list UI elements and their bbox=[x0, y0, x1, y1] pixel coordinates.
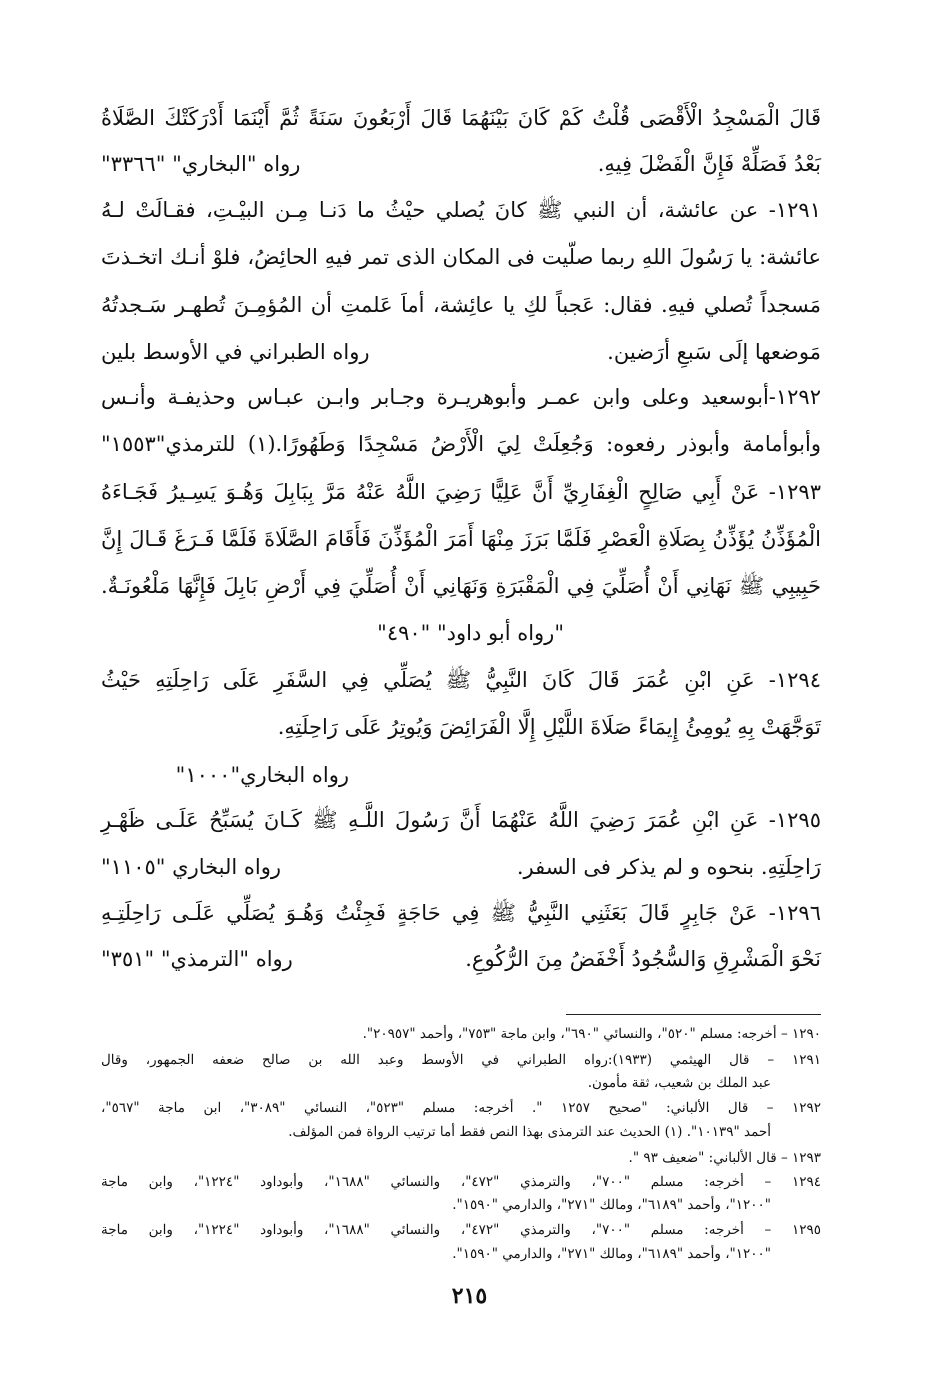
text-line: عائشة: يا رَسُولَ اللهِ ربما صلّيت فى المكان الذى تمر فيهِ الحائِضُ، فلوْ أنـك اتخـذتَ bbox=[101, 245, 821, 269]
text-line: حَبِيبِي ﷺ نَهَانِي أَنْ أُصَلِّيَ فِي الْمَقْبَرَةِ وَنَهَانِي أَنْ أُصَلِّيَ فِي أَرْضِ بَابِلَ فَإِنَّهَا مَلْعُونَـةٌ. bbox=[101, 574, 821, 598]
text-line: تَوَجَّهَتْ بِهِ يُومِئُ إِيمَاءً صَلَاةَ اللَّيْلِ إِلَّا الْفَرَائِضَ وَيُوتِرُ عَلَى رَاحِلَتِهِ. bbox=[277, 715, 821, 739]
citation: "رواه أبو داود" "٤٩٠" bbox=[377, 621, 564, 645]
footnote-1291: ١٢٩١ – قال الهيثمي (١٩٣٣):رواه الطبراني في الأوسط وعبد الله بن صالح ضعفه الجمهور، وقال bbox=[101, 1052, 822, 1068]
citation: رواه "البخاري" "٣٣٦٦" bbox=[101, 152, 301, 176]
hadith-1295-start: ١٢٩٥- عَنِ ابْنِ عُمَرَ رَضِيَ اللَّهُ عَنْهُمَا أَنَّ رَسُولَ اللَّـهِ ﷺ كَـانَ يُسَبِّحُ عَلَـى ظَهْـرِ bbox=[101, 808, 821, 832]
footnote-1293: ١٢٩٣ – قال الألباني: "ضعيف ٩٣ ". bbox=[628, 1150, 821, 1166]
citation: رواه البخاري"١٠٠٠" bbox=[175, 763, 349, 787]
footnote-1292: ١٢٩٢ – قال الألباني: "صحيح ١٢٥٧ ". أخرجه: مسلم "٥٢٣"، النسائي "٣٠٨٩"، ابن ماجة "٥٦٧"، bbox=[101, 1100, 821, 1116]
citation: رواه "الترمذي" "٣٥١" bbox=[101, 947, 293, 971]
text-line-with-citation bbox=[101, 855, 821, 885]
text-segment: بَعْدُ فَصَلِّهْ فَإِنَّ الْفَضْلَ فِيهِ. bbox=[597, 152, 821, 176]
footnote-1292-cont: أحمد "١٠١٣٩". (١) الحديث عند الترمذى بهذا النص فقط أما ترتيب الرواة فمن المؤلف. bbox=[288, 1124, 771, 1140]
page-number: ٢١٥ bbox=[451, 1283, 488, 1309]
text-line-with-citation bbox=[101, 340, 821, 370]
text-line-with-citation bbox=[101, 947, 821, 977]
hadith-1294-start: ١٢٩٤- عَنِ ابْنِ عُمَرَ قَالَ كَانَ النَّبِيُّ ﷺ يُصَلِّي فِي السَّفَرِ عَلَى رَاحِلَتِهِ حَيْثُ bbox=[101, 668, 821, 692]
footnote-1295-cont: "١٢٠٠"، وأحمد "٦١٨٩"، ومالك "٢٧١"، والدارمي "١٥٩٠". bbox=[452, 1246, 771, 1262]
text-line: الْمُؤَذِّنُ يُؤَذِّنُ بِصَلَاةِ الْعَصْرِ فَلَمَّا بَرَزَ مِنْهَا أَمَرَ الْمُؤَذِّنَ فَأَقَامَ الصَّلَاةَ فَلَمَّا فَـرَغَ قَـالَ إِنَّ bbox=[101, 527, 821, 551]
hadith-1292-start: ١٢٩٢-أبوسعيد وعلى وابن عمـر وأبوهريـرة وجـابر وابـن عبـاس وحذيفـة وأنـس bbox=[101, 385, 821, 409]
footnote-1290: ١٢٩٠ – أخرجه: مسلم "٥٢٠"، والنسائي "٦٩٠"، وابن ماجة "٧٥٣"، وأحمد "٢٠٩٥٧". bbox=[362, 1026, 821, 1042]
text-segment: رَاحِلَتِهِ. بنحوه و لم يذكر فى السفر. bbox=[516, 855, 821, 879]
footnote-1295: ١٢٩٥ – أخرجه: مسلم "٧٠٠"، والترمذي "٤٧٢"، والنسائي "١٦٨٨"، وأبوداود "١٢٢٤"، وابن ماجة bbox=[101, 1222, 821, 1238]
hadith-1296-start: ١٢٩٦- عَنْ جَابِرٍ قَالَ بَعَثَنِي النَّبِيُّ ﷺ فِي حَاجَةٍ فَجِئْتُ وَهُـوَ يُصَلِّي عَلَـى رَاحِلَتِـهِ bbox=[101, 901, 821, 925]
footnote-1294: ١٢٩٤ – أخرجه: مسلم "٧٠٠"، والترمذي "٤٧٢"، والنسائي "١٦٨٨"، وأبوداود "١٢٢٤"، وابن ماجة bbox=[101, 1174, 821, 1190]
citation: رواه الطبراني في الأوسط بلين bbox=[101, 340, 370, 364]
footnote-1294-cont: "١٢٠٠"، وأحمد "٦١٨٩"، ومالك "٢٧١"، والدارمي "١٥٩٠". bbox=[452, 1197, 771, 1213]
hadith-1293-start: ١٢٩٣- عَنْ أَبِي صَالِحٍ الْغِفَارِيِّ أَنَّ عَلِيًّا رَضِيَ اللَّهُ عَنْهُ مَرَّ بِبَابِلَ وَهُـوَ يَسِـيرُ فَجَـاءَهُ bbox=[101, 480, 821, 504]
hadith-1291-start: ١٢٩١- عن عائشة، أن النبي ﷺ كانَ يُصلي حيْثُ ما دَنـا مِـن البيْـتِ، فقـالَتْ لـهُ bbox=[101, 198, 821, 222]
text-segment: مَوضعها إلَى سَبعِ أرَضين. bbox=[607, 340, 821, 364]
text-line: قَالَ الْمَسْجِدُ الْأَقْصَى قُلْتُ كَمْ كَانَ بَيْنَهُمَا قَالَ أَرْبَعُونَ سَنَةً ثُمَّ أَيْنَمَا أَدْرَكَتْكَ الصَّلَاةُ bbox=[101, 106, 821, 130]
footnote-1291-cont: عبد الملك بن شعيب، ثقة مأمون. bbox=[587, 1075, 771, 1091]
citation: رواه البخاري "١١٠٥" bbox=[101, 855, 282, 879]
footnote-separator bbox=[566, 1014, 821, 1015]
text-line-with-citation bbox=[101, 152, 821, 182]
text-segment: نَحْوَ الْمَشْرِقِ وَالسُّجُودُ أَخْفَضُ مِنَ الرُّكُوعِ. bbox=[465, 947, 821, 971]
text-line: مَسجداً تُصلي فيهِ. فقال: عَجباً لكِ يا عائِشة، أماَ عَلمتِ أن المُؤمِـنَ تُطهـر سَـجدتُهُ bbox=[101, 293, 821, 317]
text-line: وأبوأمامة وأبوذر رفعوه: وَجُعِلَتْ لِيَ الْأَرْضُ مَسْجِدًا وَطَهُورًا.(١) للترمذي"١٥٥٣" bbox=[101, 432, 821, 456]
